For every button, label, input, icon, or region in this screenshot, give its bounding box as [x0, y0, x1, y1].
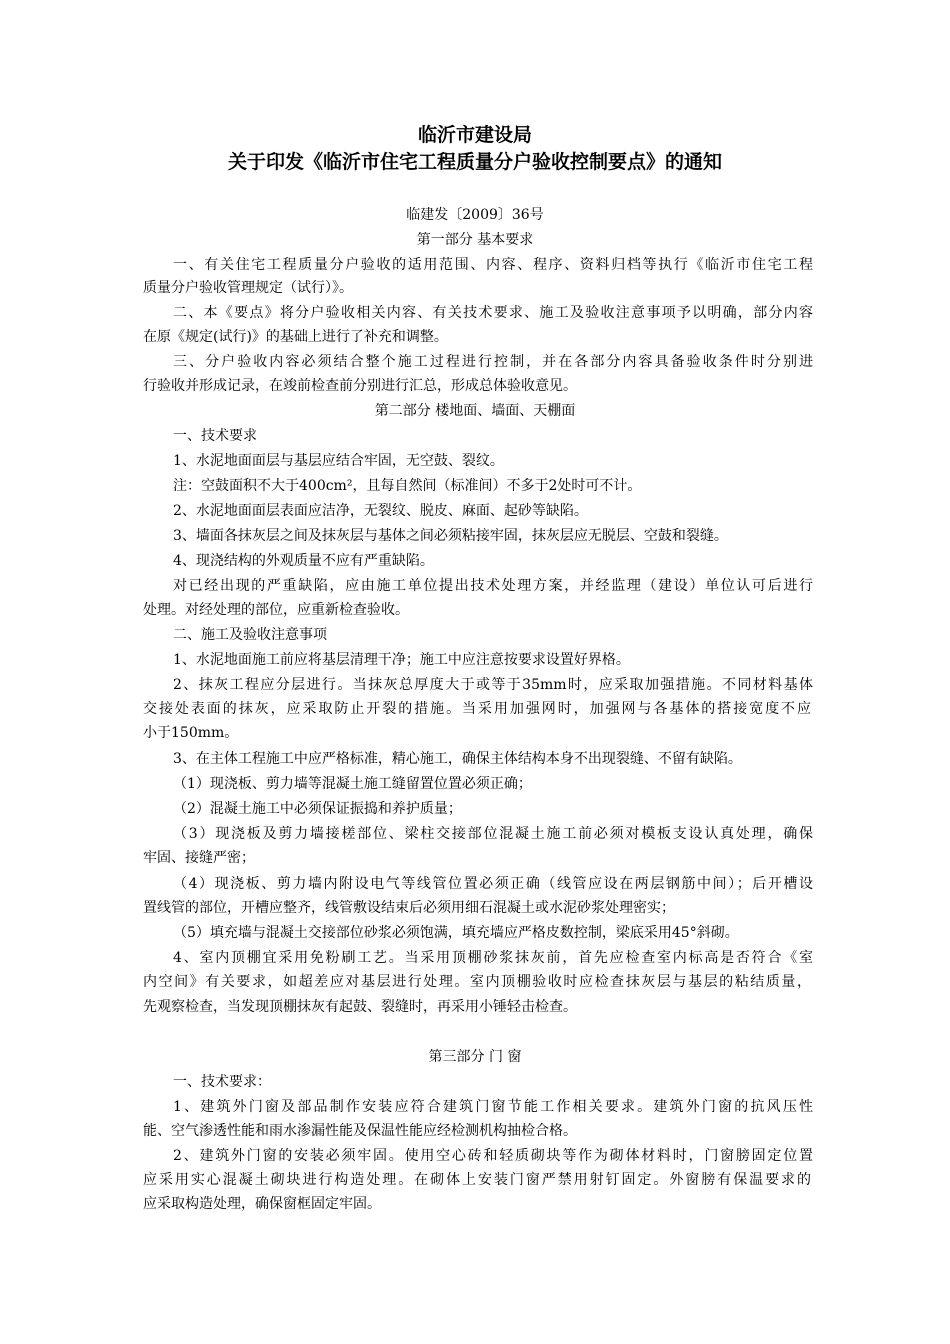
list-item: （5）填充墙与混凝土交接部位砂浆必须饱满，填充墙应严格皮数控制，梁底采用45°斜砌。	[173, 925, 739, 941]
list-item: 置线管的部位，开槽应整齐，线管敷设结束后必须用细石混凝土或水泥砂浆处理密实；	[143, 900, 675, 916]
paragraph-line: 3、墙面各抹灰层之间及抹灰层与基体之间必须粘接牢固，抹灰层应无脱层、空鼓和裂缝。	[173, 528, 728, 544]
paragraph-line: 在原《规定(试行)》的基础上进行了补充和调整。	[143, 329, 448, 345]
list-item: （1）现浇板、剪力墙等混凝土施工缝留置位置必须正确；	[173, 776, 532, 792]
issuer-title: 临沂市建设局	[417, 124, 532, 146]
paragraph-line: 4、室内顶棚宜采用免粉刷工艺。当采用顶棚砂浆抹灰前，首先应检查室内标高是否符合《室	[173, 950, 813, 966]
paragraph-line: 应采取构造处理，确保窗框固定牢固。	[143, 1196, 381, 1212]
paragraph-line: 3、在主体工程施工中应严格标准，精心施工，确保主体结构本身不出现裂缝、不留有缺陷。	[173, 751, 742, 767]
subheading: 一、技术要求：	[173, 1074, 271, 1090]
notice-title: 关于印发《临沂市住宅工程质量分户验收控制要点》的通知	[227, 151, 722, 173]
paragraph-line: 二、本《要点》将分户验收相关内容、有关技术要求、施工及验收注意事项予以明确，部分内容	[173, 305, 813, 321]
section-heading-part3: 第三部分 门 窗	[428, 1049, 522, 1065]
list-item: （2）混凝土施工中必须保证振捣和养护质量；	[173, 801, 462, 817]
paragraph-line: 一、有关住宅工程质量分户验收的适用范围、内容、程序、资料归档等执行《临沂市住宅工程	[173, 257, 813, 273]
paragraph-line: 1、建筑外门窗及部品制作安装应符合建筑门窗节能工作相关要求。建筑外门窗的抗风压性	[173, 1099, 813, 1115]
paragraph-line: 2、水泥地面面层表面应洁净，无裂纹、脱皮、麻面、起砂等缺陷。	[173, 503, 588, 519]
paragraph-line: 行验收并形成记录，在竣前检查前分别进行汇总，形成总体验收意见。	[143, 378, 577, 394]
subheading: 二、施工及验收注意事项	[173, 627, 327, 643]
paragraph-line: 2、抹灰工程应分层进行。当抹灰总厚度大于或等于35mm时，应采取加强措施。不同材料基体	[173, 677, 813, 693]
subheading: 一、技术要求	[173, 428, 257, 444]
paragraph-line: 小于150mm。	[143, 725, 239, 741]
paragraph-line: 4、现浇结构的外观质量不应有严重缺陷。	[173, 553, 434, 569]
paragraph-line: 能、空气渗透性能和雨水渗漏性能及保温性能应经检测机构抽检合格。	[143, 1123, 577, 1139]
paragraph-line: 先观察检查，当发现顶棚抹灰有起鼓、裂缝时，再采用小锤轻击检查。	[143, 999, 577, 1015]
section-heading-part2: 第二部分 楼地面、墙面、天棚面	[374, 403, 576, 419]
paragraph-line: 内空间》有关要求，如超差应对基层进行处理。室内顶棚验收时应检查抹灰层与基层的粘结质量，	[143, 974, 811, 990]
paragraph-line: 三、分户验收内容必须结合整个施工过程进行控制，并在各部分内容具备验收条件时分别进	[173, 354, 813, 370]
note-line: 注：空鼓面积不大于400cm²，且每自然间（标准间）不多于2处时可不计。	[173, 478, 642, 494]
section-heading-part1: 第一部分 基本要求	[416, 232, 534, 248]
paragraph-line: 应采用实心混凝土砌块进行构造处理。在砌体上安装门窗严禁用射钉固定。外窗膀有保温要求的	[143, 1172, 811, 1188]
doc-number: 临建发〔2009〕36号	[406, 207, 544, 223]
paragraph-line: 处理。对经处理的部位，应重新检查验收。	[143, 602, 409, 618]
paragraph-line: 2、建筑外门窗的安装必须牢固。使用空心砖和轻质砌块等作为砌体材料时，门窗膀固定位置	[173, 1148, 813, 1164]
list-item: （3）现浇板及剪力墙接槎部位、梁柱交接部位混凝土施工前必须对模板支设认真处理，确保	[173, 826, 813, 842]
paragraph-line: 1、水泥地面面层与基层应结合牢固，无空鼓、裂纹。	[173, 453, 504, 469]
paragraph-line: 1、水泥地面施工前应将基层清理干净；施工中应注意按要求设置好界格。	[173, 652, 630, 668]
paragraph-line: 交接处表面的抹灰，应采取防止开裂的措施。当采用加强网时，加强网与各基体的搭接宽度不应	[143, 701, 811, 717]
paragraph-line: 质量分户验收管理规定（试行）》。	[143, 280, 353, 296]
list-item: （4）现浇板、剪力墙内附设电气等线管位置必须正确（线管应设在两层钢筋中间）；后开槽设	[173, 876, 813, 892]
paragraph-line: 对已经出现的严重缺陷，应由施工单位提出技术处理方案，并经监理（建设）单位认可后进行	[173, 578, 813, 594]
list-item: 牢固、接缝严密；	[143, 850, 255, 866]
